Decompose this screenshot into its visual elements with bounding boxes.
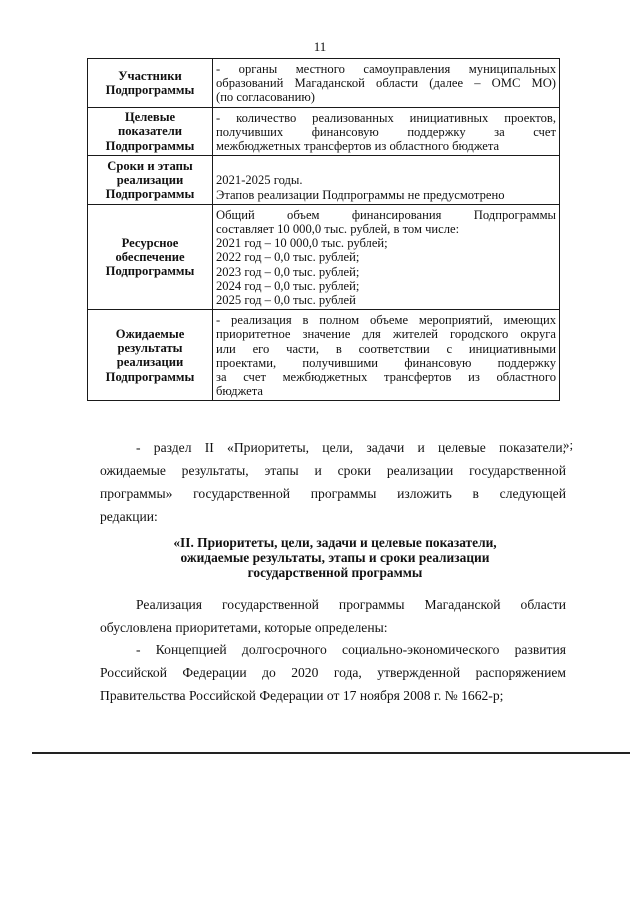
row-label [88,59,213,108]
row-label [88,107,213,156]
table-row [88,59,560,108]
row-value-line: приоритетное значение для жителей городского округа [216,327,556,342]
paragraph-line: - раздел II «Приоритеты, цели, задачи и целевые показатели, [136,440,566,455]
concept-paragraph [100,638,566,707]
row-value-line: - количество реализованных инициативных проектов, [216,110,556,125]
row-value-line: Этапов реализации Подпрограммы не предусмотрено [216,187,505,202]
row-label [88,310,213,401]
paragraph-line: Реализация государственной программы Магаданской области [136,597,566,612]
row-label-line: Подпрограммы [105,82,195,97]
row-value-line: - органы местного самоуправления муниципальных [216,62,556,76]
row-label-line: реализации [116,172,184,187]
row-label-line: Подпрограммы [105,138,195,153]
row-label-line: Подпрограммы [105,187,195,202]
subprogram-passport-table [87,58,560,401]
row-value-line: 2022 год – 0,0 тыс. рублей; [216,250,360,265]
table-row [88,156,560,205]
row-label-line: Сроки и этапы [107,158,193,173]
row-value-line: получивших финансовую поддержку за счет [216,124,556,139]
row-value [213,204,560,309]
paragraph-line: Правительства Российской Федерации от 17 ноября 2008 г. № 1662-р; [100,688,504,703]
row-label-line: Целевые [124,110,176,125]
row-value [213,156,560,205]
row-value-line: 2024 год – 0,0 тыс. рублей; [216,278,360,293]
heading-line: государственной программы [247,565,423,580]
table-row [88,204,560,309]
section-heading [110,535,560,580]
row-value [213,59,560,108]
row-label-line: реализации [116,355,184,370]
row-value-line: за счет межбюджетных трансфертов из областного [216,370,556,385]
paragraph-line: редакции: [100,509,158,524]
row-value-line: образований Магаданской области (далее – ОМС МО) [216,76,556,91]
row-label-line: обеспечение [115,249,185,264]
row-value [213,310,560,401]
paragraph-line: Российской Федерации до 2020 года, утвержденной распоряжением [100,665,566,680]
paragraph-line: - Концепцией долгосрочного социально-экономического развития [136,642,566,657]
row-value-line: бюджета [216,384,263,399]
row-value-line: 2025 год – 0,0 тыс. рублей [216,293,356,308]
table-row [88,107,560,156]
row-value-line: составляет 10 000,0 тыс. рублей, в том числе: [216,222,460,237]
row-value [213,107,560,156]
table-body [88,59,560,401]
row-label-line: Участники [118,68,182,83]
row-label-line: Ожидаемые [115,326,185,341]
paragraph-line: программы» государственной программы изложить в следующей [100,486,566,501]
closing-quote: »; [563,437,574,452]
heading-line: ожидаемые результаты, этапы и сроки реализации [180,550,490,565]
row-value-line: 2021 год – 10 000,0 тыс. рублей; [216,236,388,251]
amendment-paragraph [100,436,566,528]
row-label [88,156,213,205]
row-value-line: (по согласованию) [216,90,316,105]
table-row [88,310,560,401]
row-value-line: 2023 год – 0,0 тыс. рублей; [216,264,360,279]
row-label-line: Ресурсное [121,235,179,250]
row-value-line [216,159,556,173]
page-number: 11 [313,39,327,54]
row-value-line: межбюджетных трансфертов из областного бюджета [216,139,500,154]
row-label-line: Подпрограммы [105,264,195,279]
heading-line: «II. Приоритеты, цели, задачи и целевые показатели, [173,535,497,550]
row-value-line: - реализация в полном объеме мероприятий, имеющих [216,313,556,328]
row-value-line: Общий объем финансирования Подпрограммы [216,207,556,222]
row-value-line: 2021-2025 годы. [216,173,303,188]
row-value-line: проектами, получившими финансовую поддержку [216,355,556,370]
row-label-line: Подпрограммы [105,369,195,384]
paragraph-line: обусловлена приоритетами, которые определены: [100,620,388,635]
row-label [88,204,213,309]
row-label-line: показатели [117,124,183,139]
page-bottom-rule [32,752,630,754]
row-label-line: результаты [117,341,183,356]
row-value-line: или его части, в соответствии с инициативными [216,341,556,356]
priorities-paragraph [100,593,566,639]
paragraph-line: ожидаемые результаты, этапы и сроки реализации государственной [100,463,566,478]
